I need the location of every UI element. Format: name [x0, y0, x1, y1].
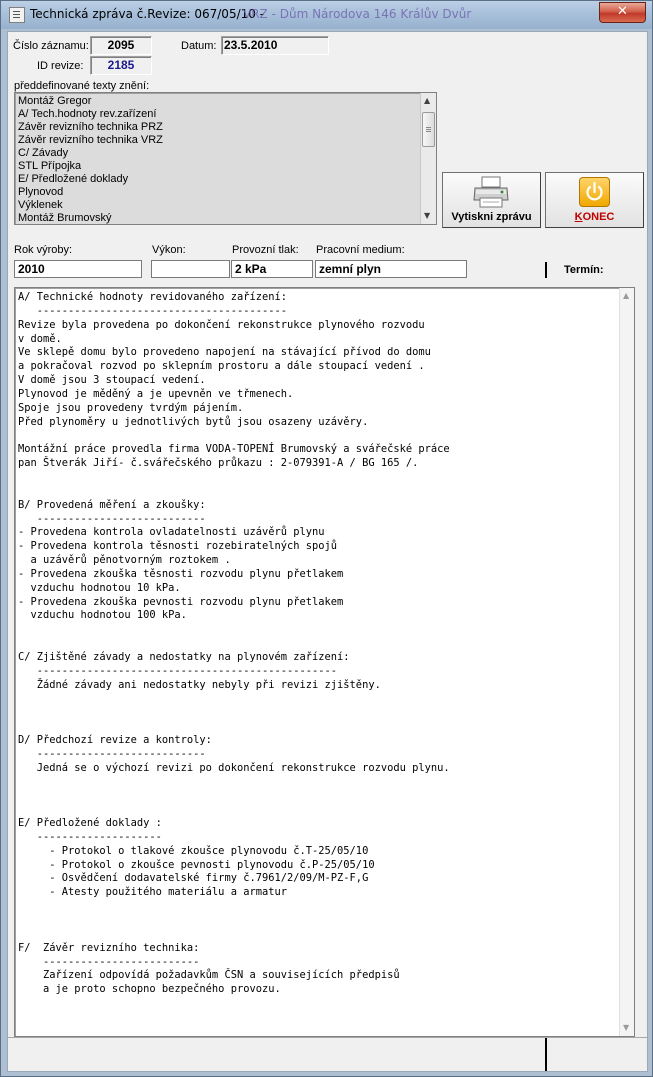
report-scrollbar[interactable] — [619, 288, 634, 1036]
app-icon — [9, 7, 25, 23]
pressure-input[interactable]: 2 kPa — [231, 260, 313, 278]
report-text-area[interactable] — [14, 287, 635, 1037]
report-text[interactable]: A/ Technické hodnoty revidovaného zařízení: ---------------------------------------- Revize byla provedena po dokončení rekonstrukce plynového rozvodu v domě. Ve sklepě domu bylo provedeno napojení na stávající přívod do domu a pokračoval rozvod po sklepním prostoru a dále stoupací vedení . V domě jsou 3 stoupací vedení. Plynovod je měděný a je upevněn ve třmenech. Spoje jsou provedeny tvrdým pájením. Před plynoměry u jednotlivých bytů jsou osazeny uzávěry. Montážní práce provedla firma VODA-TOPENÍ Brumovský a svářečské práce pan Štverák Jiří- č.svářečského průkazu : 2-079391-A / BG 165 /. B/ Provedená měření a zkoušky: --------------------------- - Provedena kontrola ovladatelnosti uzávěrů plynu - Provedena kontrola těsnosti rozebiratelných spojů a uzávěrů pěnotvorným roztokem . - Provedena zkouška těsnosti rozvodu plynu přetlakem vzduchu hodnotou 10 kPa. - Provedena zkouška pevnosti rozvodu plynu přetlakem vzduchu hodnotou 100 kPa. C/ Zjištěné závady a nedostatky na plynovém zařízení: ------------------------------------------------ Žádné závady ani nedostatky nebyly při revizi zjištěny. D/ Předchozí revize a kontroly: --------------------------- Jedná se o výchozí revizi po dokončení rekonstrukce rozvodu plynu. E/ Předložené doklady : -------------------- - Protokol o tlakové zkoušce plynovodu č.T-25/05/10 - Protokol o zkoušce pevnosti plynovodu č.P-25/05/10 - Osvědčení dodavatelské firmy č.7961/2/09/M-PZ-F,G - Atesty použitého materiálu a armatur F/ Závěr revizního technika: ------------------------- Zařízení odpovídá požadavkům ČSN a souvisejících předpisů a je proto schopno bezpečného provozu. — [18, 291, 450, 996]
predefined-text-item[interactable]: A/ Tech.hodnoty rev.zařízení — [18, 108, 157, 120]
close-icon: ✕ — [617, 4, 628, 19]
predefined-text-item[interactable]: Plynovod — [18, 186, 64, 198]
print-report-button[interactable] — [442, 172, 541, 228]
scroll-down-icon[interactable]: ▼ — [424, 211, 431, 220]
predefined-text-item[interactable]: Montáž Gregor — [18, 95, 92, 107]
revision-id-label: ID revize: — [37, 60, 84, 72]
date-label: Datum: — [181, 40, 217, 52]
report-scroll-up-icon[interactable]: ▲ — [623, 291, 630, 300]
year-label: Rok výroby: — [14, 244, 73, 256]
status-bar-divider — [545, 1038, 547, 1071]
predefined-text-item[interactable]: Montáž Brumovský — [18, 212, 112, 224]
exit-label: KONEC — [574, 211, 615, 223]
list-scroll-thumb[interactable] — [422, 112, 435, 147]
exit-button[interactable] — [545, 172, 644, 228]
revision-id-value: 2185 — [90, 56, 152, 75]
predefined-texts-label: předdefinované texty znění: — [14, 80, 150, 92]
year-input[interactable]: 2010 — [14, 260, 142, 278]
record-number-value: 2095 — [90, 36, 152, 55]
predefined-texts-list[interactable] — [14, 92, 437, 225]
printer-icon — [472, 176, 510, 208]
power-input[interactable] — [151, 260, 230, 278]
predefined-text-item[interactable]: Závěr revizního technika VRZ — [18, 134, 163, 146]
scroll-up-icon[interactable]: ▲ — [424, 96, 431, 105]
predefined-text-item[interactable]: E/ Předložené doklady — [18, 173, 129, 185]
medium-input[interactable]: zemní plyn — [315, 260, 467, 278]
power-label: Výkon: — [152, 244, 186, 256]
predefined-text-item[interactable]: Výklenek — [18, 199, 63, 211]
title-bar[interactable] — [1, 1, 652, 29]
power-icon — [579, 177, 610, 207]
record-number-label: Číslo záznamu: — [13, 40, 89, 52]
status-bar-separator — [8, 1037, 647, 1038]
medium-label: Pracovní medium: — [316, 244, 405, 256]
term-divider — [545, 262, 547, 278]
window-title-record: VRZ - Dům Národova 146 Králův Dvůr — [243, 7, 472, 21]
close-button[interactable] — [599, 2, 646, 23]
print-report-label: Vytiskni zprávu — [451, 211, 532, 223]
pressure-label: Provozní tlak: — [232, 244, 299, 256]
report-scroll-down-icon[interactable]: ▼ — [623, 1023, 630, 1032]
predefined-text-item[interactable]: STL Přípojka — [18, 160, 82, 172]
window-title: Technická zpráva č.Revize: 067/05/10 - — [30, 7, 265, 21]
predefined-text-item[interactable]: C/ Závady — [18, 147, 69, 159]
predefined-text-item[interactable]: Závěr revizního technika PRZ — [18, 121, 163, 133]
list-scrollbar[interactable] — [420, 93, 436, 224]
term-label: Termín: — [564, 264, 604, 276]
report-form — [7, 31, 648, 1072]
date-value: 23.5.2010 — [221, 36, 329, 55]
